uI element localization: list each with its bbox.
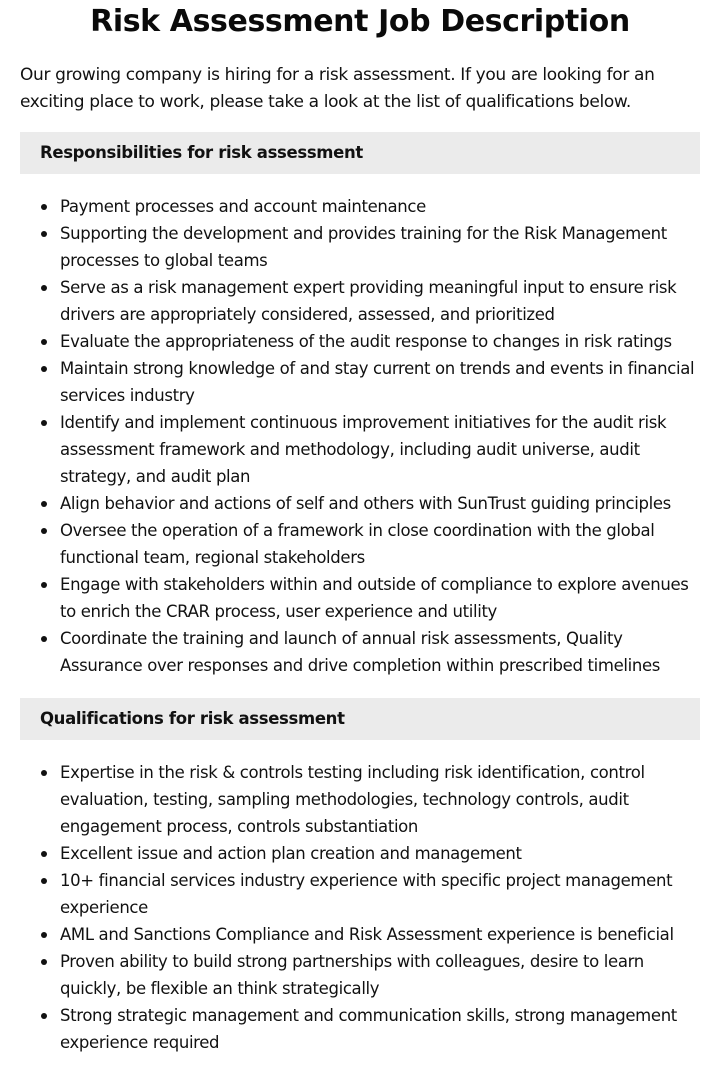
list-item: Proven ability to build strong partnerships with colleagues, desire to learn quickly, be flexible an think strategically <box>20 948 700 1002</box>
list-item: Coordinate the training and launch of annual risk assessments, Quality Assurance over responses and drive completion within prescribed timelines <box>20 625 700 679</box>
list-item: Excellent issue and action plan creation and management <box>20 840 700 867</box>
list-item: Evaluate the appropriateness of the audit response to changes in risk ratings <box>20 328 700 355</box>
list-item: Identify and implement continuous improvement initiatives for the audit risk assessment framework and methodology, including audit universe, audit strategy, and audit plan <box>20 409 700 490</box>
responsibilities-list <box>20 193 700 679</box>
list-item: Engage with stakeholders within and outside of compliance to explore avenues to enrich the CRAR process, user experience and utility <box>20 571 700 625</box>
list-item: Align behavior and actions of self and others with SunTrust guiding principles <box>20 490 700 517</box>
qualifications-heading: Qualifications for risk assessment <box>20 698 700 740</box>
list-item: Oversee the operation of a framework in close coordination with the global functional team, regional stakeholders <box>20 517 700 571</box>
list-item: Serve as a risk management expert providing meaningful input to ensure risk drivers are appropriately considered, assessed, and prioritized <box>20 274 700 328</box>
list-item: Expertise in the risk & controls testing including risk identification, control evaluation, testing, sampling methodologies, technology controls, audit engagement process, controls substantiation <box>20 759 700 840</box>
list-item: AML and Sanctions Compliance and Risk Assessment experience is beneficial <box>20 921 700 948</box>
list-item: Supporting the development and provides training for the Risk Management processes to global teams <box>20 220 700 274</box>
qualifications-list <box>20 759 700 1056</box>
responsibilities-heading: Responsibilities for risk assessment <box>20 132 700 174</box>
list-item: Maintain strong knowledge of and stay current on trends and events in financial services industry <box>20 355 700 409</box>
list-item: Payment processes and account maintenance <box>20 193 700 220</box>
list-item: Strong strategic management and communication skills, strong management experience required <box>20 1002 700 1056</box>
page-title: Risk Assessment Job Description <box>90 4 630 39</box>
intro-paragraph: Our growing company is hiring for a risk assessment. If you are looking for an exciting place to work, please take a look at the list of qualifications below. <box>20 65 655 112</box>
list-item: 10+ financial services industry experience with specific project management experience <box>20 867 700 921</box>
